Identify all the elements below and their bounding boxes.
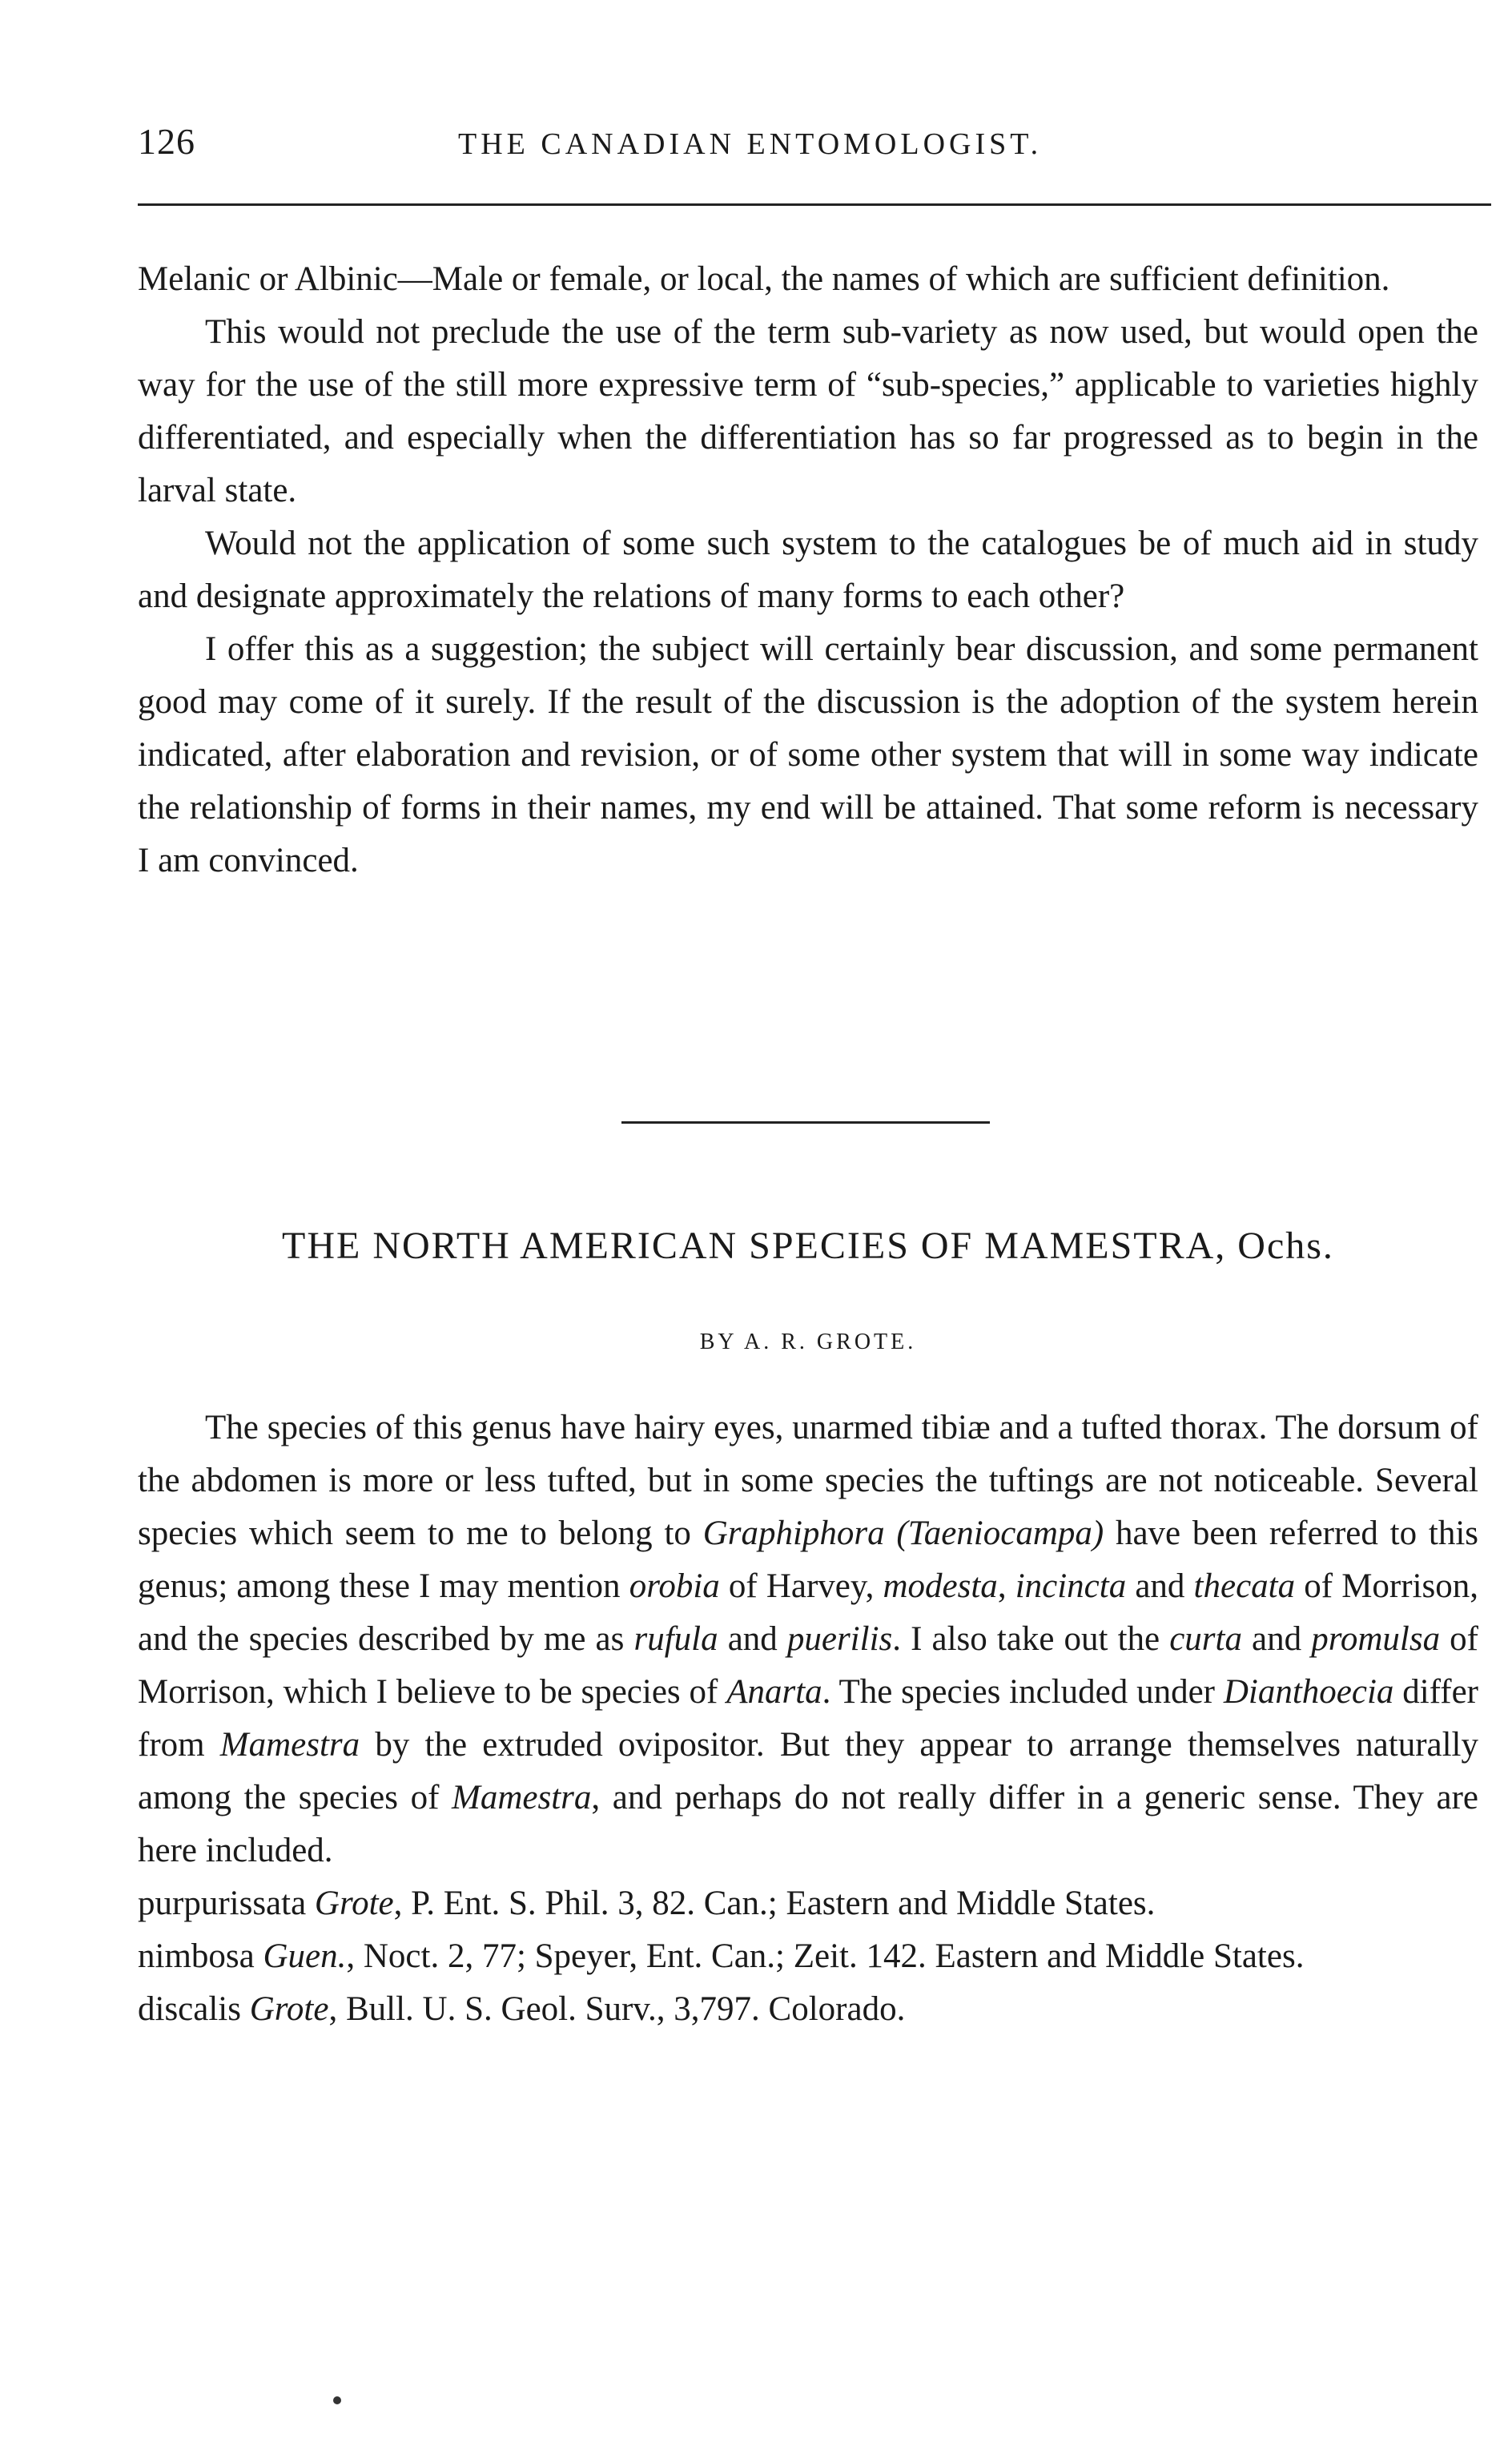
list-item-melanic: Melanic or Albinic—Male or female, or local, the names of which are sufficient definition. [138, 260, 1390, 298]
journal-title: THE CANADIAN ENTOMOLOGIST. [458, 127, 1043, 161]
section-divider [621, 1121, 990, 1124]
page-number: 126 [138, 121, 195, 162]
species-entry-purpurissata: purpurissata Grote, P. Ent. S. Phil. 3, 82. Can.; Eastern and Middle States. [138, 1885, 1156, 1922]
article-body [138, 1402, 1478, 2036]
header-rule [138, 203, 1491, 206]
running-head [138, 120, 1491, 168]
paragraph: Would not the application of some such system to the catalogues be of much aid in study and designate approximately the relations of many forms to each other? [138, 525, 1478, 615]
article-byline: BY A. R. GROTE. [699, 1330, 917, 1354]
species-entry-nimbosa: nimbosa Guen., Noct. 2, 77; Speyer, Ent. Can.; Zeit. 142. Eastern and Middle States. [138, 1937, 1305, 1975]
species-entry-discalis: discalis Grote, Bull. U. S. Geol. Surv., 3,797. Colorado. [138, 1990, 906, 2028]
paragraph: This would not preclude the use of the term sub-variety as now used, but would open the way for the use of the still more expressive term of “sub-species,” applicable to varieties highly differentiated, and especially when the differentiation has so far progressed as to begin in the larval state. [138, 313, 1478, 509]
print-speck [333, 2396, 341, 2404]
article-title: THE NORTH AMERICAN SPECIES OF MAMESTRA, Ochs. [282, 1225, 1334, 1267]
paragraph: I offer this as a suggestion; the subject will certainly bear discussion, and some permanent good may come of it surely. If the result of the discussion is the adoption of the system herein indicated, after elaboration and revision, or of some other system that will in some way indicate the relationship of forms in their names, my end will be attained. That some reform is necessary I am convinced. [138, 630, 1478, 879]
continued-text [138, 253, 1478, 887]
intro-paragraph: The species of this genus have hairy eyes, unarmed tibiæ and a tufted thorax. The dorsum of the abdomen is more or less tufted, but in some species the tuftings are not noticeable. Several species which seem to me to belong to Graphiphora (Taeniocampa) have been referred to this genus; among these I may mention orobia of Harvey, modesta, incincta and thecata of Morrison, and the species described by me as rufula and puerilis. I also take out the curta and promulsa of Morrison, which I believe to be species of Anarta. The species included under Dianthoecia differ from Mamestra by the extruded ovipositor. But they appear to arrange themselves naturally among the species of Mamestra, and perhaps do not really differ in a generic sense. They are here included. [138, 1409, 1479, 1869]
